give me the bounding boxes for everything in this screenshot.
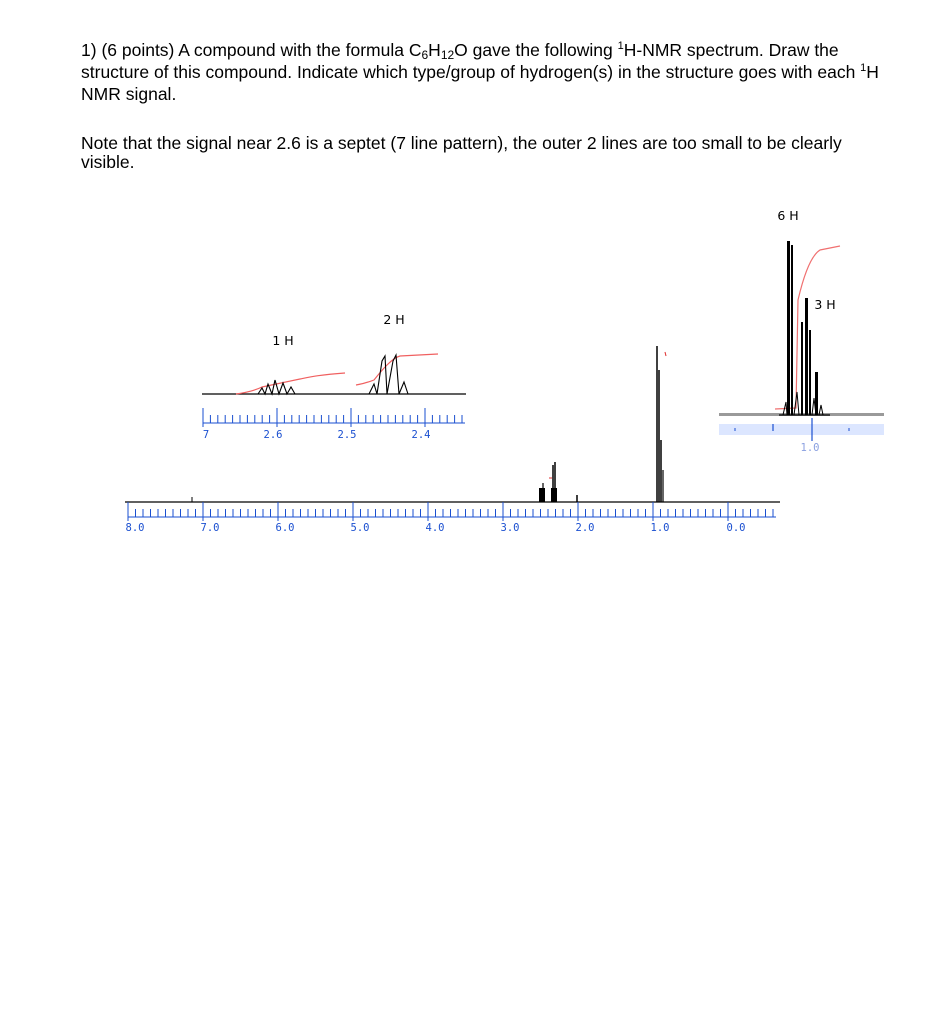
main-tick-0.0: 0.0 (726, 522, 746, 534)
inset-left (202, 312, 466, 441)
label-6H: 6 H (777, 208, 799, 223)
formula-o: O (454, 40, 468, 60)
question-text-a: A compound with the formula (178, 40, 409, 60)
main-peak-1.0 (657, 346, 666, 502)
main-peak-2.4-base (551, 488, 557, 502)
inset-left-quartet (369, 355, 408, 394)
formula-h: H (428, 40, 441, 60)
inset-left-ticks (203, 408, 465, 427)
inset-right-axis-bar (719, 424, 884, 435)
superscript-2: 1 (860, 62, 867, 74)
inset-right-peak-b (791, 245, 793, 415)
question-number: 1) (81, 40, 97, 60)
main-peak-2.5 (539, 462, 557, 502)
main-tick-5.0: 5.0 (350, 522, 370, 534)
main-tick-6.0: 6.0 (275, 522, 295, 534)
main-integral-1.0 (665, 352, 666, 356)
main-peak-2.6 (539, 488, 545, 502)
label-1H: 1 H (272, 333, 294, 348)
inset-right-peak-a (787, 241, 790, 415)
formula-c-sub: 6 (421, 48, 429, 62)
main-axis-ticks (128, 502, 776, 521)
note-text: Note that the signal near 2.6 is a septet (7 line pattern), the outer 2 lines are too small to be clearly visible. (81, 133, 842, 172)
inset-right-peak-c (801, 322, 803, 415)
question-text-d: H NMR signal. (81, 62, 879, 104)
inset-right-peak-d (805, 298, 808, 415)
main-axis-labels (126, 522, 746, 534)
label-3H: 3 H (814, 297, 836, 312)
inset-right-tick-1.0: 1.0 (800, 442, 820, 454)
main-spectrum (125, 346, 780, 534)
question-text-c: H-NMR spectrum. Draw the structure of this compound. Indicate which type/group of hydrogen(s) in the structure goes with each (81, 40, 861, 82)
main-tick-3.0: 3.0 (500, 522, 520, 534)
inset-left-integral-1H (236, 373, 345, 394)
inset-left-tick-7: 7 (202, 429, 210, 441)
question-text-b: gave the following (467, 40, 618, 60)
inset-left-tick-2.6: 2.6 (263, 429, 283, 441)
superscript-1: 1 (617, 40, 624, 52)
main-tick-4.0: 4.0 (425, 522, 445, 534)
formula-c: C (408, 40, 422, 60)
inset-right (719, 208, 884, 454)
question-points: (6 points) (101, 40, 175, 60)
inset-right-peaks (779, 241, 830, 415)
main-tick-7.0: 7.0 (200, 522, 220, 534)
inset-left-tick-2.5: 2.5 (337, 429, 357, 441)
label-2H: 2 H (383, 312, 405, 327)
formula-h-sub: 12 (440, 48, 455, 62)
main-tick-8.0: 8.0 (125, 522, 145, 534)
main-tick-2.0: 2.0 (575, 522, 595, 534)
inset-left-tick-2.4: 2.4 (411, 429, 431, 441)
inset-right-peak-e (809, 330, 811, 415)
main-tick-1.0: 1.0 (650, 522, 670, 534)
